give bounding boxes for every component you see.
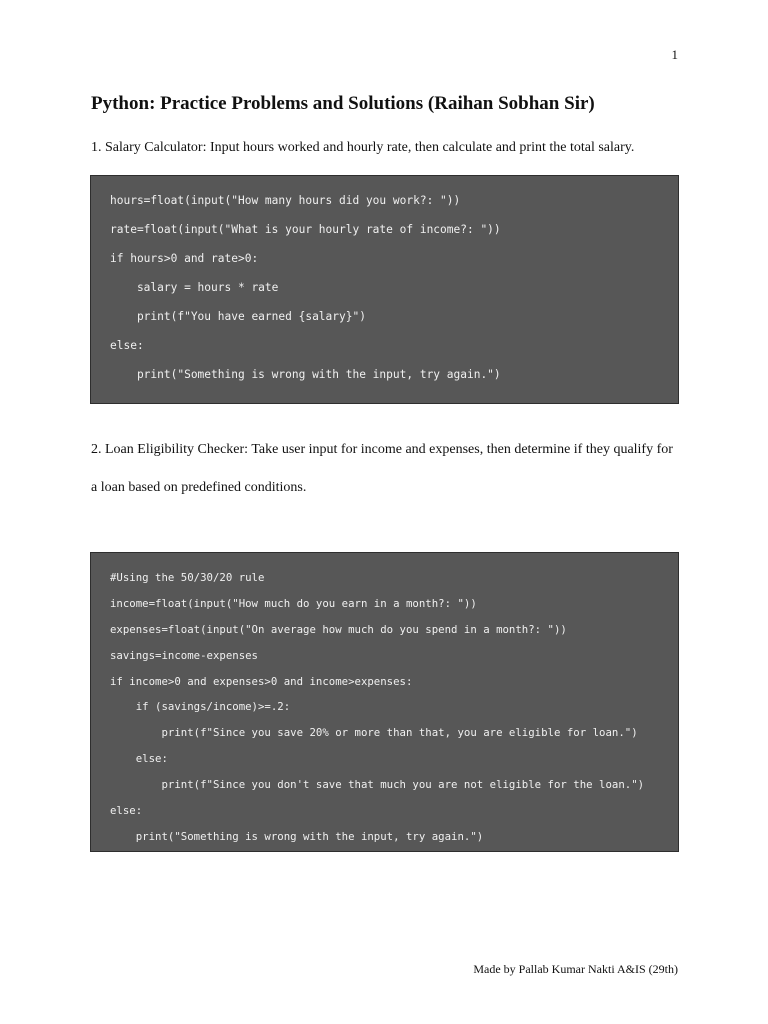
code-line: else: bbox=[110, 752, 168, 766]
code-line: else: bbox=[110, 339, 144, 352]
code-line: savings=income-expenses bbox=[110, 648, 258, 662]
code-line: else: bbox=[110, 804, 143, 818]
code-line: if hours>0 and rate>0: bbox=[110, 252, 259, 265]
code-line: expenses=float(input("On average how much do you spend in a month?: ")) bbox=[110, 622, 567, 636]
problem-1-code-block bbox=[90, 175, 679, 404]
code-line: income=float(input("How much do you earn in a month?: ")) bbox=[110, 596, 477, 610]
code-line: rate=float(input("What is your hourly rate of income?: ")) bbox=[110, 223, 501, 236]
footer-credit: Made by Pallab Kumar Nakti A&IS (29th) bbox=[473, 962, 678, 976]
code-line: if (savings/income)>=.2: bbox=[110, 700, 291, 714]
page-number: 1 bbox=[671, 47, 678, 62]
code-line: print(f"You have earned {salary}") bbox=[110, 310, 366, 323]
problem-1-description: 1. Salary Calculator: Input hours worked and hourly rate, then calculate and print the total salary. bbox=[91, 140, 635, 155]
problem-2-description: 2. Loan Eligibility Checker: Take user input for income and expenses, then determine if they qualify for a loan based on predefined conditions. bbox=[91, 442, 673, 495]
code-line: if income>0 and expenses>0 and income>expenses: bbox=[110, 674, 413, 688]
code-line: hours=float(input("How many hours did you work?: ")) bbox=[110, 194, 461, 207]
problem-2-code-block bbox=[90, 552, 679, 852]
code-line: print(f"Since you don't save that much you are not eligible for the loan.") bbox=[110, 778, 645, 792]
document-title: Python: Practice Problems and Solutions (Raihan Sobhan Sir) bbox=[91, 93, 595, 114]
code-line: print("Something is wrong with the input, try again.") bbox=[110, 829, 484, 843]
code-line: #Using the 50/30/20 rule bbox=[110, 571, 265, 584]
code-line: print("Something is wrong with the input, try again.") bbox=[110, 368, 501, 381]
code-line: print(f"Since you save 20% or more than that, you are eligible for loan.") bbox=[110, 726, 638, 740]
code-line: salary = hours * rate bbox=[110, 281, 279, 294]
